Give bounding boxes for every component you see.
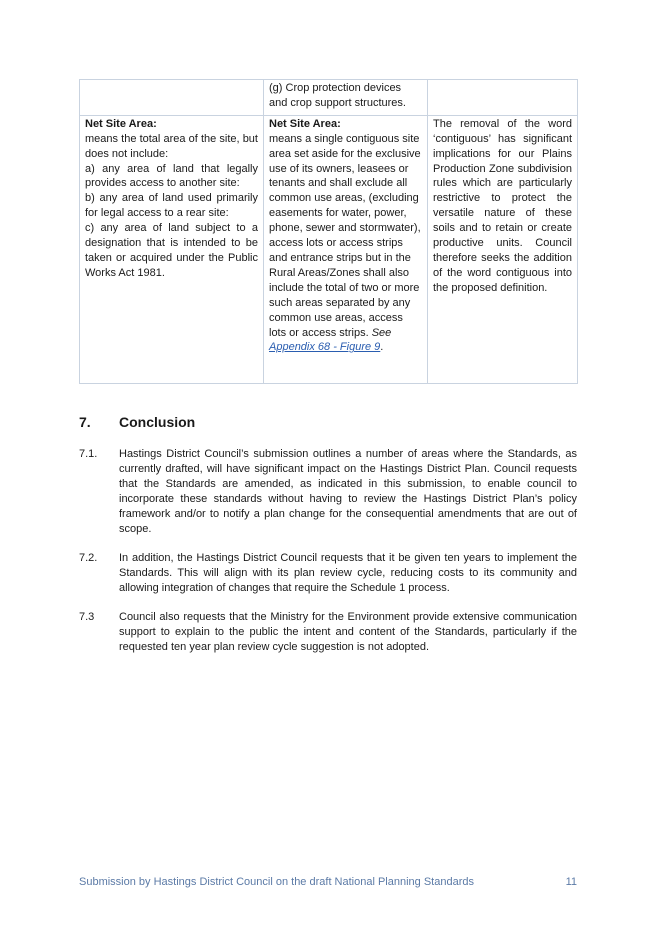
paragraph-7-2 [79,551,577,596]
comment-text: The removal of the word ‘contiguous’ has significant implications for our Plains Production Zone subdivision rules which are particularly restrictive to protect the versatile nature of these soils and to retain or create productive units. Council therefore seeks the addition of the word contiguous into the proposed definition. [433,117,572,294]
definition-line: means the total area of the site, but does not include: [85,132,258,160]
definition-heading: Net Site Area: [85,117,157,130]
section-title: Conclusion [119,414,196,430]
section-heading [79,414,195,430]
paragraph-text: In addition, the Hastings District Council requests that it be given ten years to implement the Standards. This will align with its plan review cycle, reducing costs to its community and allowing integration of changes that require the Schedule 1 process. [119,552,577,594]
paragraph-text: Council also requests that the Ministry for the Environment provide extensive communication support to explain to the public the intent and content of the Standards, particularly if the requested ten year plan review cycle suggestion is not adopted. [119,611,577,653]
appendix-link[interactable]: Appendix 68 - Figure 9 [269,341,381,354]
definition-text: means a single contiguous site area set aside for the exclusive use of its owners, leasees or tenants and shall exclude all common use areas, (excluding easements for water, power, phone, sewer and stormwater), access lots or access strips and entrance strips but in the Rural Areas/Zones shall also include the total of two or more such areas separated by any common use areas, access lots or access strips. [269,132,421,339]
definitions-table [79,79,578,384]
table-cell-current-definition [80,115,264,383]
paragraph-text: Hastings District Council’s submission outlines a number of areas where the Standards, as currently drafted, will have significant impact on the Hastings District Plan. Council requests that the Standards are amended, as indicated in this submission, to enable council to incorporate these standards without having to review the Hastings District Plan’s policy framework and/or to notify a plan change for the consequential amendments that are out of scope. [119,448,577,535]
definition-line: a) any area of land that legally provides access to another site: [85,162,258,190]
section-number: 7. [79,414,91,430]
table-cell-comment [428,115,578,383]
paragraph-number: 7.1. [79,448,98,460]
see-text: See [371,326,392,339]
definition-end: . [380,341,384,354]
table-cell-empty [80,80,264,116]
paragraph-number: 7.3 [79,611,95,623]
table-row [80,115,578,383]
table-cell-proposed-definition [264,115,428,383]
definition-line: b) any area of land used primarily for legal access to a rear site: [85,192,258,220]
definition-line: c) any area of land subject to a designation that is intended to be taken or acquired under the Public Works Act 1981. [85,222,258,279]
table-cell-crop-protection [264,80,428,116]
page-number: 11 [565,876,577,888]
table-cell-empty [428,80,578,116]
table-row [80,80,578,116]
definition-heading: Net Site Area: [269,117,341,130]
paragraph-number: 7.2. [79,552,98,564]
paragraph-7-3 [79,610,577,655]
footer-text: Submission by Hastings District Council on the draft National Planning Standards [79,876,474,888]
crop-protection-text: (g) Crop protection devices and crop support structures. [269,82,406,109]
paragraph-7-1 [79,447,577,536]
